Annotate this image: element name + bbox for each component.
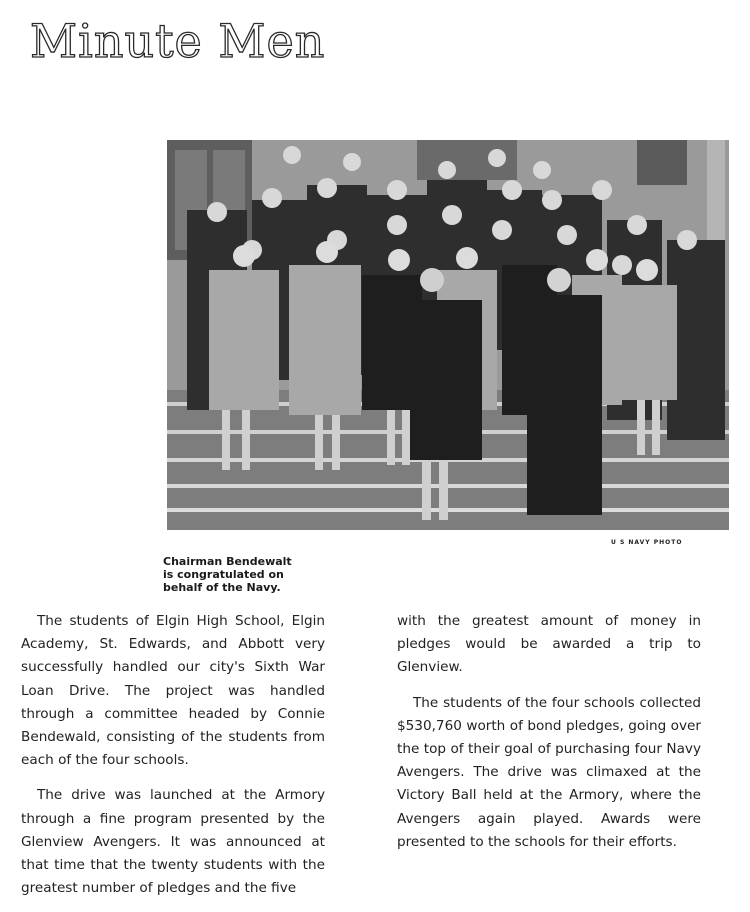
caption-line: is congratulated on xyxy=(163,568,284,581)
article-paragraph: with the greatest amount of money in pledges would be awarded a trip to Glenview. xyxy=(397,613,701,676)
photo-credit: U S NAVY PHOTO xyxy=(611,539,683,546)
article-left-column xyxy=(21,610,325,912)
page-title: Minute Men xyxy=(30,14,326,68)
group-photo-illustration xyxy=(167,140,729,530)
group-photo xyxy=(167,140,729,530)
caption-line: behalf of the Navy. xyxy=(163,581,281,594)
article-right-column xyxy=(397,610,701,866)
article-paragraph: The students of the four schools collected $530,760 worth of bond pledges, going over the top of their goal of purchasing four Navy Avengers. The drive was climaxed at the Victory Ball held at the Armory, where the Avengers again played. Awards were presented to the schools for their efforts. xyxy=(397,694,701,850)
article-paragraph: The students of Elgin High School, Elgin Academy, St. Edwards, and Abbott very successfully handled our city's Sixth War Loan Drive. The project was handled through a committee headed by Connie Bendewald, consisting of the students from each of the four schools. xyxy=(21,613,325,769)
article-paragraph: The drive was launched at the Armory through a fine program presented by the Glenview Avengers. It was announced at that time that the twenty students with the greatest number of pledges and the five xyxy=(21,787,325,897)
caption-line: Chairman Bendewalt xyxy=(163,555,292,568)
photo-caption xyxy=(163,555,333,594)
